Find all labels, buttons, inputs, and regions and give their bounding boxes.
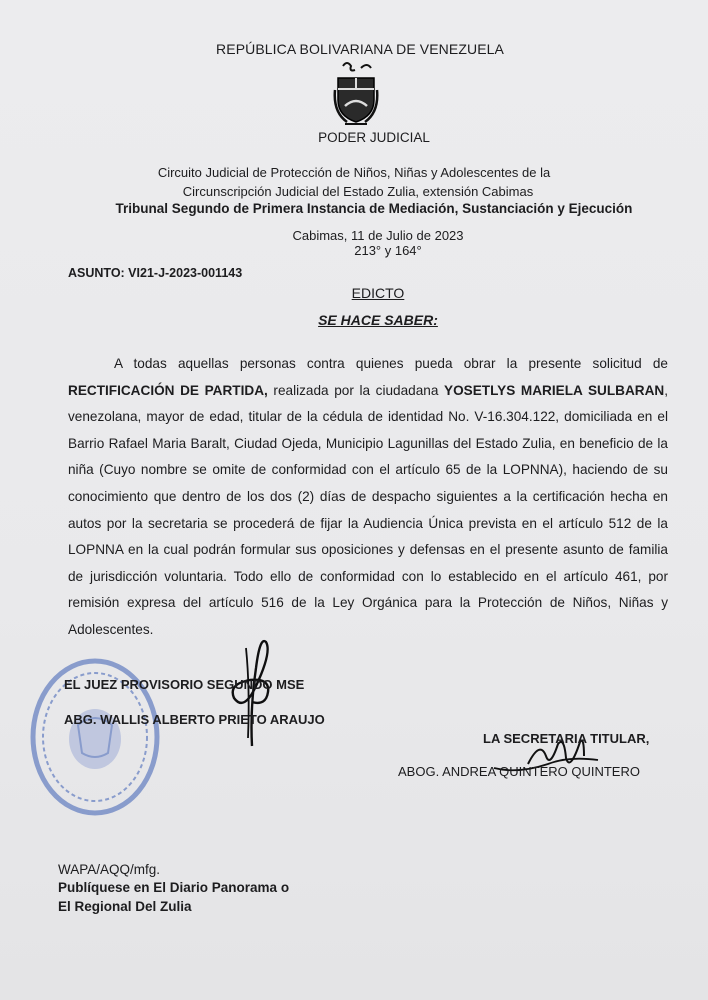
coat-of-arms-icon — [333, 60, 379, 126]
secretary-name: ABOG. ANDREA QUINTERO QUINTERO — [398, 764, 640, 779]
circuit-line-2: Circunscripción Judicial del Estado Zulia, extensión Cabimas — [182, 184, 534, 199]
case-number: ASUNTO: VI21-J-2023-001143 — [68, 266, 243, 280]
publication-instruction-2: El Regional Del Zulia — [58, 899, 192, 914]
publication-instruction-1: Publíquese en El Diario Panorama o — [58, 880, 290, 895]
body-main-text: , venezolana, mayor de edad, titular de la cédula de identidad No. V-16.304.122, domiciliada en el Barrio Rafael Maria Baralt, Ciudad Ojeda, Municipio Lagunillas del Estado Zulia, en beneficio de la niña (Cuyo nombre se omite de conformidad con el artículo 65 de la LOPNNA), haciendo de su conocimiento que dentro de los dos (2) días de despacho siguientes a la certificación hecha en autos por la secretaria se procederá de fijar la Audiencia Única prevista en el artículo 512 de la LOPNNA en la cual podrán formular sus oposiciones y defensas en el presente asunto de familia de jurisdicción voluntaria. Todo ello de conformidad con lo establecido en el artículo 461, por remisión expresa del artículo 516 de la Ley Orgánica para la Protección de Niños, Niñas y Adolescentes. — [68, 382, 669, 637]
applicant-name: YOSETLYS MARIELA SULBARAN — [444, 382, 665, 398]
body-connector: realizada por la ciudadana — [267, 382, 445, 398]
edict-body — [68, 351, 668, 644]
branch-heading: PODER JUDICIAL — [318, 130, 430, 145]
tribunal-heading: Tribunal Segundo de Primera Instancia de Mediación, Sustanciación y Ejecución — [115, 201, 633, 216]
body-intro: A todas aquellas personas contra quienes pueda obrar la presente solicitud de — [114, 356, 668, 371]
judge-title: EL JUEZ PROVISORIO SEGUNDO MSE — [64, 677, 305, 692]
body-paragraph — [68, 351, 668, 644]
circuit-line-1: Circuito Judicial de Protección de Niños, Niñas y Adolescentes de la — [157, 165, 551, 180]
document-type-title: EDICTO — [351, 285, 405, 301]
document-date: Cabimas, 11 de Julio de 2023 — [292, 228, 464, 243]
reference-initials: WAPA/AQQ/mfg. — [58, 862, 161, 877]
secretary-title: LA SECRETARIA TITULAR, — [483, 731, 650, 746]
historic-years: 213° y 164° — [354, 243, 422, 258]
notice-subtitle: SE HACE SABER: — [318, 312, 438, 328]
republic-heading: REPÚBLICA BOLIVARIANA DE VENEZUELA — [216, 41, 504, 57]
petition-type: RECTIFICACIÓN DE PARTIDA, — [68, 382, 268, 398]
judge-name: ABG. WALLIS ALBERTO PRIETO ARAUJO — [64, 712, 325, 727]
